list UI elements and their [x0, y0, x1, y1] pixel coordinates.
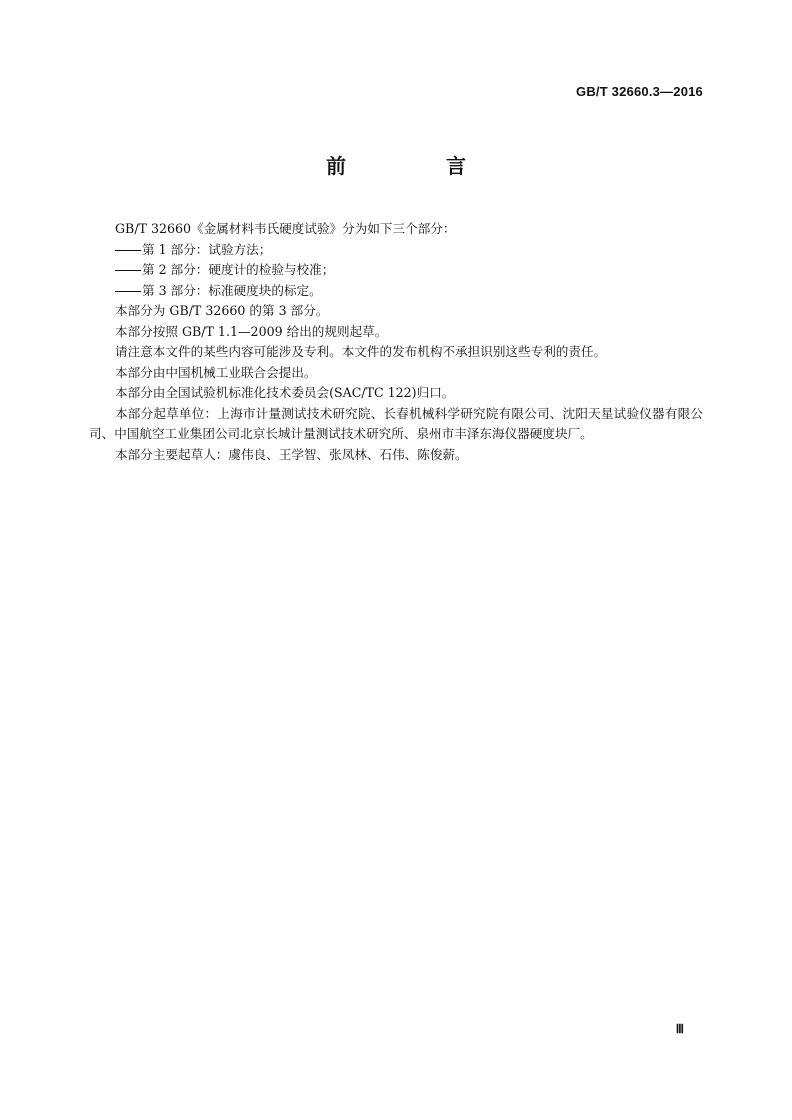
list-item-part-3: 第 3 部分：标准硬度块的标定。	[89, 281, 703, 302]
list-item-part-2: 第 2 部分：硬度计的检验与校准；	[89, 260, 703, 281]
paragraph-part-number: 本部分为 GB/T 32660 的第 3 部分。	[115, 303, 329, 318]
paragraph-proposed-by: 本部分由中国机械工业联合会提出。	[115, 364, 317, 380]
standard-code-header: GB/T 32660.3—2016	[576, 84, 703, 99]
page-title: 前 言	[326, 154, 506, 178]
paragraph-drafting-rules: 本部分按照 GB/T 1.1—2009 给出的规则起草。	[115, 323, 388, 339]
paragraph-drafters: 本部分主要起草人：虞伟良、王学智、张凤林、石伟、陈俊薪。	[115, 446, 468, 462]
paragraph-managed-by: 本部分由全国试验机标准化技术委员会(SAC/TC 122)归口。	[115, 385, 455, 400]
list-item-part-1: 第 1 部分：试验方法；	[89, 240, 703, 261]
paragraph-patent-notice: 请注意本文件的某些内容可能涉及专利。本文件的发布机构不承担识别这些专利的责任。	[115, 344, 607, 359]
em-dash	[115, 291, 141, 292]
page-number: Ⅲ	[675, 1022, 684, 1036]
em-dash	[115, 270, 141, 271]
foreword-body	[89, 219, 703, 465]
paragraph-drafting-units: 本部分起草单位：上海市计量测试技术研究院、长春机械科学研究院有限公司、沈阳天星试验仪器有限公司、中国航空工业集团公司北京长城计量测试技术研究所、泉州市丰泽东海仪器硬度块厂。	[89, 405, 703, 441]
paragraph-parts-intro: GB/T 32660《金属材料韦氏硬度试验》分为如下三个部分：	[115, 221, 456, 236]
em-dash	[115, 250, 141, 251]
